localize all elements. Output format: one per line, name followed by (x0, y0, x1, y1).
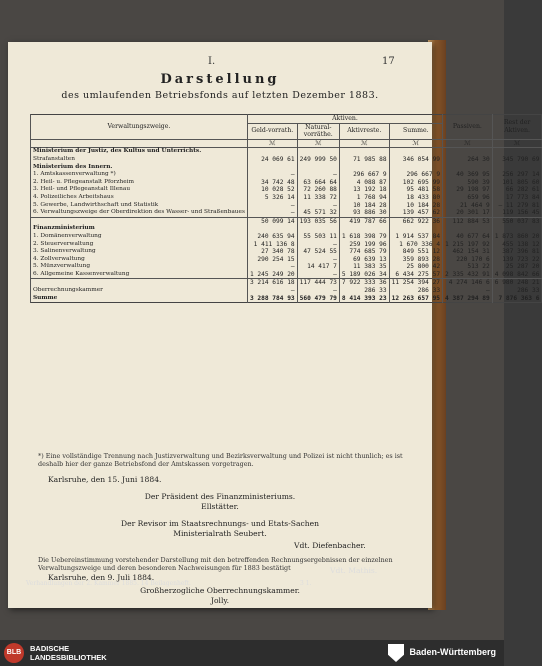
table-row (31, 194, 542, 202)
president-name: Ellstätter. (201, 502, 239, 511)
col-passiven: Passiven. (443, 115, 493, 140)
table-row (31, 248, 542, 256)
row-value: 69 639 13 (339, 256, 389, 264)
bottom-right-note: 3 1. (300, 580, 312, 587)
row-value: 71 985 88 (339, 156, 389, 164)
row-label (31, 279, 248, 287)
row-label: 4. Zollverwaltung (31, 256, 248, 264)
row-value (297, 225, 339, 233)
row-value: 10 028 52 (247, 186, 297, 194)
table-row (31, 241, 542, 249)
row-value: — (297, 256, 339, 264)
row-value: 18 433 80 (389, 194, 442, 202)
row-value: 3 214 616 18 (247, 279, 297, 287)
row-label: 6. Verwaltungszweige der Oberdirektion des Wasser- und Straßenbaues (31, 209, 248, 217)
row-value: 50 099 14 (247, 217, 297, 225)
unit-cell: ℳ (443, 139, 493, 148)
row-value (443, 225, 493, 233)
revisor-name: Ministerialrath Seubert. (173, 529, 267, 538)
row-value: 7 922 333 36 (339, 279, 389, 287)
row-value: 25 287 20 (492, 263, 542, 271)
footer-bar (0, 640, 504, 666)
section-number: I. (208, 56, 216, 67)
row-value: 264 30 (443, 156, 493, 164)
row-value: 72 260 88 (297, 186, 339, 194)
table-row (31, 171, 542, 179)
row-value: 220 170 6 (443, 256, 493, 264)
row-value: — (443, 287, 493, 295)
table-row (31, 186, 542, 194)
unit-cell: ℳ (247, 139, 297, 148)
row-value: 40 369 95 (443, 171, 493, 179)
row-value: 774 685 79 (339, 248, 389, 256)
blb-name[interactable] (30, 644, 107, 662)
row-value: 139 457 62 (389, 209, 442, 217)
row-value (297, 148, 339, 156)
row-value: 1 618 398 79 (339, 233, 389, 241)
unit-cell: ℳ (389, 139, 442, 148)
row-label: Finanzministerium (31, 225, 248, 233)
row-value: 1 873 860 20 (492, 233, 542, 241)
vdt-2: Vdt. Mathis. (330, 566, 378, 575)
place-date-1: Karlsruhe, den 15. Juni 1884. (48, 475, 162, 484)
row-value (247, 148, 297, 156)
row-value: 102 695 99 (389, 179, 442, 187)
row-label: Oberrechnungskammer (31, 287, 248, 295)
row-value: 47 524 55 (297, 248, 339, 256)
row-value: 45 571 32 (297, 209, 339, 217)
row-value: 5 189 026 34 (339, 271, 389, 279)
row-value: — (247, 202, 297, 210)
row-value: 455 138 12 (492, 241, 542, 249)
unit-cell: ℳ (339, 139, 389, 148)
table-row (31, 225, 542, 233)
row-value (389, 164, 442, 172)
row-value: 1 914 537 84 (389, 233, 442, 241)
row-value: 4 098 842 66 (492, 271, 542, 279)
row-label: Ministerium der Justiz, des Kultus und Unterrichts. (31, 148, 248, 156)
col-branch: Verwaltungszweige. (31, 115, 248, 140)
table-row (31, 256, 542, 264)
row-value: 7 876 363 6 (492, 295, 542, 303)
table-row (31, 295, 542, 303)
place-date-2: Karlsruhe, den 9. Juli 1884. (48, 573, 155, 582)
row-label: Ministerium des Innern. (31, 164, 248, 172)
row-value: 11 383 35 (339, 263, 389, 271)
chamber-line: Großherzogliche Oberrechnungskammer. (140, 586, 300, 595)
row-value: 249 999 50 (297, 156, 339, 164)
row-value: 290 254 15 (247, 256, 297, 264)
row-value: 6 980 248 21 (492, 279, 542, 287)
page-subtitle: des umlaufenden Betriebsfonds auf letzten Dezember 1883. (61, 90, 379, 101)
vdt-1: Vdt. Diefenbacher. (294, 541, 366, 550)
row-value: 117 444 73 (297, 279, 339, 287)
row-value (339, 148, 389, 156)
row-label: 4. Polizeiliches Arbeitshaus (31, 194, 248, 202)
row-value: 21 464 9 (443, 202, 493, 210)
row-value: 387 396 81 (492, 248, 542, 256)
row-value: 34 742 48 (247, 179, 297, 187)
row-value: 5 326 14 (247, 194, 297, 202)
coat-of-arms-icon (388, 644, 404, 662)
row-label: 5. Gewerbe, Landwirthschaft und Statistik (31, 202, 248, 210)
row-value: 4 088 87 (339, 179, 389, 187)
row-label: Summe (31, 295, 248, 303)
row-value (247, 225, 297, 233)
row-label (31, 217, 248, 225)
chamber-name: Jolly. (210, 596, 230, 605)
blb-logo[interactable]: BLB (4, 643, 24, 663)
row-value: 112 884 53 (443, 217, 493, 225)
table-row (31, 156, 542, 164)
table-row (31, 271, 542, 279)
unit-cell: ℳ (492, 139, 542, 148)
row-value: 659 96 (443, 194, 493, 202)
page-number: 17 (382, 56, 395, 67)
fund-table (30, 114, 542, 303)
row-value: 27 340 78 (247, 248, 297, 256)
blb-line-1: BADISCHE (30, 644, 70, 653)
row-value: — (247, 287, 297, 295)
row-value: 14 417 7 (297, 263, 339, 271)
row-value: 10 184 28 (339, 202, 389, 210)
footnote: *) Eine vollständige Trennung nach Justizverwaltung und Bezirksverwaltung und Polizei ist nicht thunlich; es ist deshalb hier der ganze Betriebsfond der Amtskassen vorgetragen. (38, 452, 403, 468)
row-value: 1 768 94 (339, 194, 389, 202)
row-value: 93 886 30 (339, 209, 389, 217)
row-value: — (247, 263, 297, 271)
table-row (31, 287, 542, 295)
row-value: 20 301 17 (443, 209, 493, 217)
row-value: 6 434 275 57 (389, 271, 442, 279)
row-value: 119 156 45 (492, 209, 542, 217)
president-line: Der Präsident des Finanzministeriums. (144, 492, 296, 501)
table-row (31, 209, 542, 217)
row-value: 8 414 393 23 (339, 295, 389, 303)
row-value: 286 33 (339, 287, 389, 295)
row-value: 24 069 61 (247, 156, 297, 164)
row-value (297, 164, 339, 172)
row-value: 1 670 336 4 (389, 241, 442, 249)
row-value: 17 773 84 (492, 194, 542, 202)
table-row (31, 148, 542, 156)
page-title: Darstellung (160, 72, 280, 87)
row-label: 3. Heil- und Pflegeanstalt Illenau (31, 186, 248, 194)
row-value: 55 503 11 (297, 233, 339, 241)
col-aktivreste: Aktivreste. (339, 123, 389, 139)
row-value: 29 198 97 (443, 186, 493, 194)
table-row (31, 202, 542, 210)
confirmation-text: Die Uebereinstimmung vorstehender Darstellung mit den betreffenden Rechnungsergebnissen der einzelnen Verwaltungszweige und deren besonderen Nachweisungen für 1883 bestätigt (38, 556, 393, 572)
row-label: Strafanstalten (31, 156, 248, 164)
col-geld: Geld-vorrath. (247, 123, 297, 139)
row-value: 95 481 58 (389, 186, 442, 194)
table-body (31, 148, 542, 303)
table-row (31, 179, 542, 187)
row-label: 2. Heil- u. Pflegeanstalt Pforzheim (31, 179, 248, 187)
row-value: 259 199 96 (339, 241, 389, 249)
row-value: 3 288 784 93 (247, 295, 297, 303)
row-value: 4 387 294 89 (443, 295, 493, 303)
blb-line-2: LANDESBIBLIOTHEK (30, 653, 107, 662)
row-value: 101 805 60 (492, 179, 542, 187)
unit-spacer (31, 139, 248, 148)
row-value: 662 922 36 (389, 217, 442, 225)
row-value: 419 787 66 (339, 217, 389, 225)
row-value: 25 800 42 (389, 263, 442, 271)
row-value: 359 893 28 (389, 256, 442, 264)
row-value: 139 723 22 (492, 256, 542, 264)
row-value (389, 148, 442, 156)
row-value (247, 164, 297, 172)
row-value: — (297, 241, 339, 249)
row-value: 462 154 31 (443, 248, 493, 256)
col-aktiva: Aktiven. (247, 115, 442, 124)
row-value: — (297, 171, 339, 179)
row-value: 1 411 136 8 (247, 241, 297, 249)
row-value: 296 667 9 (339, 171, 389, 179)
row-value: 10 184 28 (389, 202, 442, 210)
row-value: 193 035 56 (297, 217, 339, 225)
document-page (8, 42, 540, 608)
table-row (31, 217, 542, 225)
row-value (339, 225, 389, 233)
row-value: 66 282 61 (492, 186, 542, 194)
row-value: 345 790 69 (492, 156, 542, 164)
row-value (492, 225, 542, 233)
row-value: 4 274 146 6 (443, 279, 493, 287)
row-value: 11 254 394 27 (389, 279, 442, 287)
row-value: 296 667 9 (389, 171, 442, 179)
row-value: 560 479 79 (297, 295, 339, 303)
row-label: 5. Münzverwaltung (31, 263, 248, 271)
row-value: — (247, 171, 297, 179)
bw-name[interactable]: Baden-Württemberg (409, 647, 496, 657)
row-value: 12 263 657 95 (389, 295, 442, 303)
row-value: 286 33 (492, 287, 542, 295)
col-natural: Natural-vorräthe. (297, 123, 339, 139)
row-value: 346 054 99 (389, 156, 442, 164)
row-value: 1 215 197 92 (443, 241, 493, 249)
row-value (339, 164, 389, 172)
row-value: 11 338 72 (297, 194, 339, 202)
row-value: 63 664 64 (297, 179, 339, 187)
row-value (389, 225, 442, 233)
row-value: 550 037 83 (492, 217, 542, 225)
row-value: — 11 279 81 (492, 202, 542, 210)
row-label: 2. Steuerverwaltung (31, 241, 248, 249)
row-label: 1. Amtskassenverwaltung *) (31, 171, 248, 179)
row-value: 13 192 18 (339, 186, 389, 194)
row-value: 513 22 (443, 263, 493, 271)
row-value: 286 33 (389, 287, 442, 295)
row-value (443, 148, 493, 156)
row-value: 590 39 (443, 179, 493, 187)
row-value: 849 551 12 (389, 248, 442, 256)
col-summe: Summe. (389, 123, 442, 139)
row-label: 6. Allgemeine Kassenverwaltung (31, 271, 248, 279)
row-value (492, 148, 542, 156)
table-row (31, 279, 542, 287)
row-value: 1 245 249 20 (247, 271, 297, 279)
table-row (31, 263, 542, 271)
row-value: 256 297 14 (492, 171, 542, 179)
row-value: 240 635 94 (247, 233, 297, 241)
row-value: — (297, 202, 339, 210)
col-rest: Rest der Aktiven. (492, 115, 542, 140)
row-value (443, 164, 493, 172)
revisor-line: Der Revisor im Staatsrechnungs- und Etats-Sachen (121, 519, 319, 528)
row-value: — (297, 271, 339, 279)
table-row (31, 233, 542, 241)
row-value: 2 335 432 91 (443, 271, 493, 279)
row-value: 40 677 64 (443, 233, 493, 241)
unit-cell: ℳ (297, 139, 339, 148)
row-value: — (247, 209, 297, 217)
row-value (492, 164, 542, 172)
row-label: 3. Salinenverwaltung (31, 248, 248, 256)
row-label: 1. Domänenverwaltung (31, 233, 248, 241)
row-value: — (297, 287, 339, 295)
bottom-left-note: Verhandlungen der 2. Kammer 1885. 14 Beilagenheft. (26, 580, 191, 587)
